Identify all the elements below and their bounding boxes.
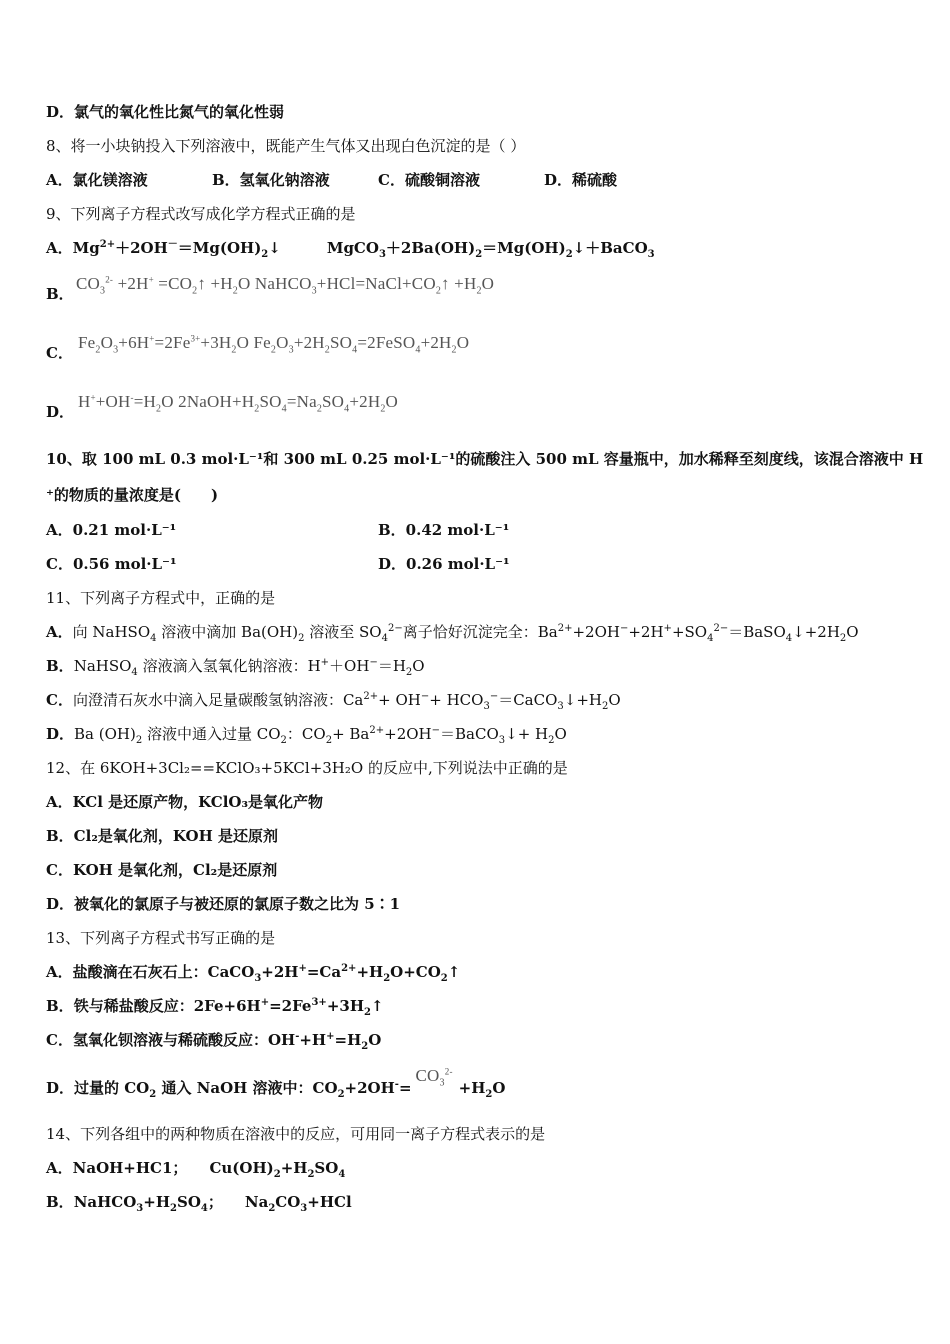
option-text-2: $Na_2CO_3+HCl$ — [244, 1193, 352, 1214]
q10-stem-line1: 10、取 100 mL 0.3 mol·L⁻¹和 300 mL 0.25 mol·L⁻¹的硫酸注入 500 mL 容量瓶中，加水稀释至刻度线，该混合溶液中 H — [46, 450, 924, 468]
q9-option-b — [46, 274, 495, 304]
q11-option-b — [46, 656, 425, 676]
option-label: B． — [46, 657, 74, 675]
q9-option-d — [46, 392, 399, 422]
equation-image: $Fe_2O_3+6H^+=2Fe^{3+}+3H_2O$ $Fe_2O_3+2H_2SO_4=2FeSO_4+2H_2O$ — [78, 333, 470, 356]
q13-option-d — [46, 1066, 506, 1100]
option-text: 过量的 $CO_2$ 通入 NaOH 溶液中：$CO_2+2OH^-=$ — [74, 1079, 412, 1100]
option-label: B． — [46, 997, 74, 1015]
option-label: A． — [46, 1159, 73, 1177]
q11-option-a — [46, 622, 859, 642]
q13-option-b — [46, 996, 384, 1016]
option-label: D． — [46, 725, 75, 743]
q13-stem: 13、下列离子方程式书写正确的是 — [46, 929, 276, 947]
q10-option-a: A．0.21 mol·L⁻¹ — [46, 521, 177, 539]
q8-option-c: C．硫酸铜溶液 — [378, 171, 480, 189]
q8-options — [46, 170, 617, 190]
q8-option-d: D．稀硫酸 — [544, 171, 618, 189]
q13-option-c — [46, 1030, 381, 1050]
q14-option-a — [46, 1158, 345, 1178]
option-label: A． — [46, 239, 73, 257]
q14-option-b — [46, 1192, 352, 1212]
equation-ionic: $Mg^{2+}+2OH^-=Mg(OH)_2↓$ — [72, 239, 281, 260]
option-text: Ba $(OH)_2$ 溶液中通入过量 $CO_2$：$CO_2+$ $Ba^{2+}+2OH^-=BaCO_3↓+ H_2O$ — [74, 725, 567, 746]
q9-option-c — [46, 333, 470, 363]
option-label: B． — [46, 1193, 74, 1211]
q8-option-a: A．氯化镁溶液 — [46, 171, 148, 189]
option-label: A． — [46, 963, 73, 981]
q9-stem: 9、下列离子方程式改写成化学方程式正确的是 — [46, 205, 356, 223]
option-label: A． — [46, 623, 73, 641]
option-label: D． — [46, 403, 75, 421]
equation-image: $CO_3^{2-}$ — [415, 1066, 453, 1089]
q7-option-d: D．氯气的氧化性比氮气的氧化性弱 — [46, 103, 285, 121]
q12-option-b: B．Cl₂是氧化剂，KOH 是还原剂 — [46, 827, 278, 845]
option-label: D． — [46, 1079, 75, 1097]
option-text: 盐酸滴在石灰石上：$CaCO_3+2H^+=Ca^{2+}+H_2O+CO_2↑$ — [72, 963, 461, 984]
q10-option-b: B．0.42 mol·L⁻¹ — [378, 521, 510, 539]
q10-stem-line2: ⁺的物质的量浓度是( ) — [46, 486, 219, 504]
option-text: NaHSO$_4$ 溶液滴入氢氧化钠溶液：$H^++OH^-=H_2O$ — [73, 657, 425, 678]
option-text: 向澄清石灰水中滴入足量碳酸氢钠溶液：$Ca^{2+}+ OH^-+$ $HCO_3^-=CaCO_3↓+H_2O$ — [72, 691, 621, 712]
q10-option-d: D．0.26 mol·L⁻¹ — [378, 555, 510, 573]
option-label: C． — [46, 1031, 73, 1049]
q12-option-a: A．KCl 是还原产物，KClO₃是氧化产物 — [46, 793, 324, 811]
q11-option-c — [46, 690, 621, 710]
q12-option-c: C．KOH 是氧化剂，Cl₂是还原剂 — [46, 861, 278, 879]
q11-option-d — [46, 724, 567, 744]
equation-image: $H^++OH^-=H_2O$ $2NaOH+H_2SO_4=Na_2SO_4+2H_2O$ — [78, 392, 399, 415]
option-label: C． — [46, 344, 73, 362]
option-label: B． — [46, 285, 74, 303]
option-text-tail: $+H_2O$ — [458, 1079, 506, 1100]
q11-stem: 11、下列离子方程式中，正确的是 — [46, 589, 276, 607]
q12-option-d: D．被氧化的氯原子与被还原的氯原子数之比为 5∶1 — [46, 895, 401, 913]
option-text: 铁与稀盐酸反应：$2Fe+6H^+=2Fe^{3+}+3H_2↑$ — [73, 997, 384, 1018]
q8-option-b: B．氢氧化钠溶液 — [212, 171, 330, 189]
option-text: $NaHCO_3+H_2SO_4$； — [73, 1193, 223, 1214]
q14-stem: 14、下列各组中的两种物质在溶液中的反应，可用同一离子方程式表示的是 — [46, 1125, 546, 1143]
equation-image: $CO_3^{2-} +2H^+$ $=CO_2↑ +H_2O$ $NaHCO_3+HCl=NaCl+CO_2↑ +H_2O$ — [76, 274, 495, 297]
q9-option-a — [46, 238, 655, 258]
option-label: C． — [46, 691, 73, 709]
option-text: 氢氧化钡溶液与稀硫酸反应：$OH^-+H^+=H_2O$ — [72, 1031, 382, 1052]
q13-option-a — [46, 962, 460, 982]
equation-chemical: $MgCO_3+2Ba(OH)_2=Mg(OH)_2↓+BaCO_3$ — [326, 239, 655, 260]
q8-stem: 8、将一小块钠投入下列溶液中，既能产生气体又出现白色沉淀的是（ ） — [46, 137, 526, 155]
option-text-2: $Cu(OH)_2+H_2SO_4$ — [209, 1159, 346, 1180]
option-text: 向 NaHSO$_4$ 溶液中滴加 $Ba(OH)_2$ 溶液至 $SO_4^{2-}$离子恰好沉淀完全：$Ba^{2+}+2OH^-+2H^++SO_4^{2-}=BaSO_4↓+2H_2O$ — [72, 623, 859, 644]
option-text: NaOH+HC1； — [72, 1159, 188, 1177]
q12-stem: 12、在 6KOH+3Cl₂==KClO₃+5KCl+3H₂O 的反应中,下列说法中正确的是 — [46, 759, 568, 777]
q10-option-c: C．0.56 mol·L⁻¹ — [46, 555, 177, 573]
